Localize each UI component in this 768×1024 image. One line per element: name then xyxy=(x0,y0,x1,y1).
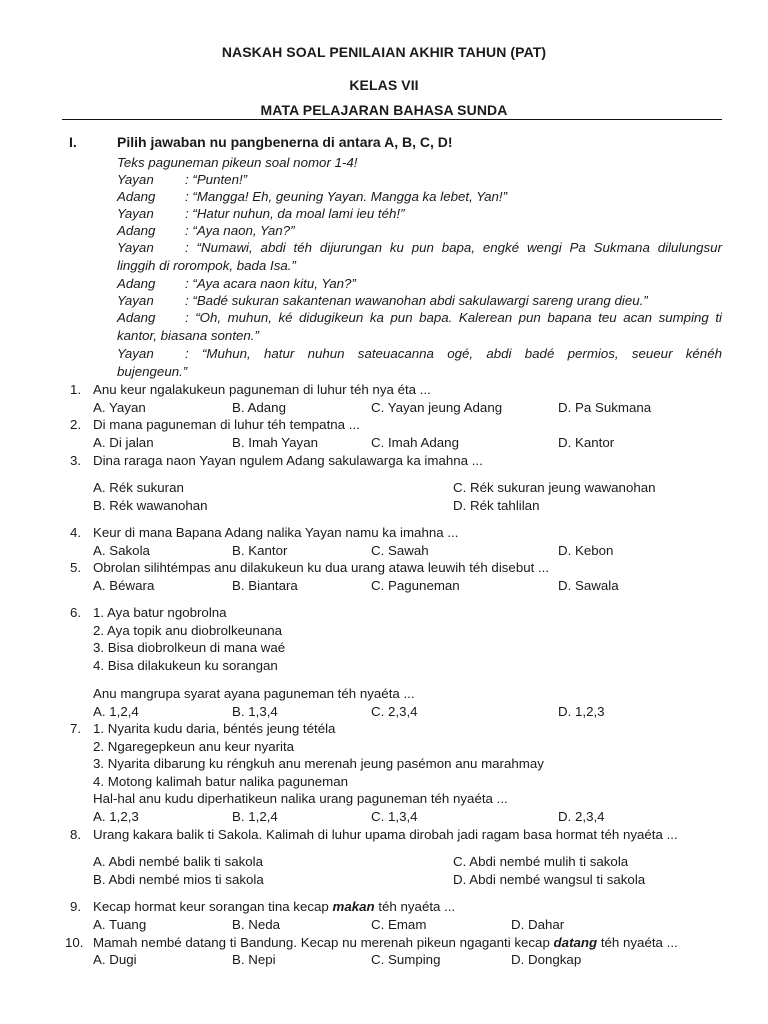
question-number: 2. xyxy=(70,417,82,432)
option-b: B. Biantara xyxy=(232,578,298,593)
dialog-text: : “Aya naon, Yan?” xyxy=(185,223,295,238)
section-instruction: Pilih jawaban nu pangbenerna di antara A, B, C, D! xyxy=(117,134,453,150)
question-text: Keur di mana Bapana Adang nalika Yayan namu ka imahna ... xyxy=(93,525,459,540)
question-text-after: téh nyaéta ... xyxy=(597,935,678,950)
dialog-speaker: Yayan xyxy=(117,293,154,308)
option-d: D. Sawala xyxy=(558,578,619,593)
section-number: I. xyxy=(69,134,77,150)
option-a: A. Sakola xyxy=(93,543,150,558)
question-text: Anu keur ngalakukeun paguneman di luhur téh nya éta ... xyxy=(93,382,431,397)
question-text: Anu mangrupa syarat ayana paguneman téh nyaéta ... xyxy=(93,686,415,701)
option-c: C. Rék sukuran jeung wawanohan xyxy=(453,480,656,495)
question-text: Dina raraga naon Yayan ngulem Adang sakulawarga ka imahna ... xyxy=(93,453,483,468)
keyword: makan xyxy=(332,899,375,914)
dialog-text: : “Badé sukuran sakantenan wawanohan abdi sakulawargi sareng urang dieu.” xyxy=(185,293,648,308)
dialog-speaker: Yayan xyxy=(117,172,154,187)
dialog-text: : “Muhun, hatur nuhun sateuacanna ogé, abdi badé permios, seueur kénéh xyxy=(185,346,722,361)
option-c: C. Yayan jeung Adang xyxy=(371,400,503,415)
option-a: A. 1,2,3 xyxy=(93,809,139,824)
question-text-before: Kecap hormat keur sorangan tina kecap xyxy=(93,899,333,914)
option-d: D. 1,2,3 xyxy=(558,704,605,719)
option-a: A. Béwara xyxy=(93,578,155,593)
dialog-speaker: Yayan xyxy=(117,206,154,221)
option-b: B. Neda xyxy=(232,917,281,932)
option-c: C. 2,3,4 xyxy=(371,704,418,719)
option-a: A. Yayan xyxy=(93,400,146,415)
statement-item: 3. Nyarita dibarung ku réngkuh anu merenah jeung pasémon anu marahmay xyxy=(93,756,544,771)
question-text: Hal-hal anu kudu diperhatikeun nalika urang paguneman téh nyaéta ... xyxy=(93,791,508,806)
option-b: B. Kantor xyxy=(232,543,288,558)
option-c: C. Sumping xyxy=(371,952,441,967)
question-text-before: Mamah nembé datang ti Bandung. Kecap nu merenah pikeun ngaganti kecap xyxy=(93,935,554,950)
question-number: 4. xyxy=(70,525,82,540)
option-d: D. Dahar xyxy=(511,917,565,932)
question-text xyxy=(93,898,455,915)
dialog-text: : “Numawi, abdi téh dijurungan ku pun bapa, engké wengi Pa Sukmana dilulungsur xyxy=(185,240,722,255)
question-number: 8. xyxy=(70,827,82,842)
option-a: A. 1,2,4 xyxy=(93,704,139,719)
option-a: A. Dugi xyxy=(93,952,137,967)
option-b: B. Nepi xyxy=(232,952,276,967)
question-text xyxy=(93,934,678,951)
question-number: 3. xyxy=(70,453,82,468)
option-c: C. Emam xyxy=(371,917,427,932)
dialog-line xyxy=(117,345,722,380)
dialog-line xyxy=(117,309,722,344)
dialog-speaker: Adang xyxy=(117,310,156,325)
option-c: C. 1,3,4 xyxy=(371,809,418,824)
dialog-text: : “Hatur nuhun, da moal lami ieu téh!” xyxy=(185,206,405,221)
statement-item: 1. Nyarita kudu daria, béntés jeung tétéla xyxy=(93,721,336,736)
dialog-speaker: Yayan xyxy=(117,240,154,255)
option-d: D. Kantor xyxy=(558,435,615,450)
question-number: 5. xyxy=(70,560,82,575)
subject-label: MATA PELAJARAN BAHASA SUNDA xyxy=(260,102,508,118)
option-a: A. Tuang xyxy=(93,917,147,932)
option-c: C. Sawah xyxy=(371,543,429,558)
question-number: 6. xyxy=(70,605,82,620)
question-number: 10. xyxy=(65,935,84,950)
option-a: A. Abdi nembé balik ti sakola xyxy=(93,854,264,869)
dialog-text-continued: linggih di rorompok, bada Isa.” xyxy=(117,257,296,273)
dialog-speaker: Yayan xyxy=(117,346,154,361)
dialog-text: : “Punten!” xyxy=(185,172,248,187)
option-b: B. Rék wawanohan xyxy=(93,498,208,513)
option-b: B. Adang xyxy=(232,400,286,415)
question-text: Urang kakara balik ti Sakola. Kalimah di luhur upama dirobah jadi ragam basa hormat téh nyaéta ... xyxy=(93,827,678,842)
dialog-speaker: Adang xyxy=(117,189,156,204)
keyword: datang xyxy=(553,935,598,950)
question-number: 7. xyxy=(70,721,82,736)
option-d: D. Abdi nembé wangsul ti sakola xyxy=(453,872,646,887)
option-d: D. Dongkap xyxy=(511,952,582,967)
exam-title: NASKAH SOAL PENILAIAN AKHIR TAHUN (PAT) xyxy=(221,44,547,60)
dialog-text-continued: kantor, biasana sonten.” xyxy=(117,327,259,343)
class-label: KELAS VII xyxy=(349,77,419,93)
question-text: Di mana paguneman di luhur téh tempatna ... xyxy=(93,417,360,432)
dialog-intro: Teks paguneman pikeun soal nomor 1-4! xyxy=(117,155,358,170)
option-b: B. 1,2,4 xyxy=(232,809,278,824)
question-number: 1. xyxy=(70,382,82,397)
option-c: C. Abdi nembé mulih ti sakola xyxy=(453,854,629,869)
option-d: D. Pa Sukmana xyxy=(558,400,652,415)
dialog-text: : “Oh, muhun, ké didugikeun ka pun bapa. Kalerean pun bapana teu acan sumping ti xyxy=(185,310,722,325)
option-d: D. Rék tahlilan xyxy=(453,498,540,513)
option-d: D. Kebon xyxy=(558,543,614,558)
statement-item: 1. Aya batur ngobrolna xyxy=(93,605,227,620)
statement-item: 2. Ngaregepkeun anu keur nyarita xyxy=(93,739,295,754)
dialog-line xyxy=(117,239,722,274)
option-d: D. 2,3,4 xyxy=(558,809,605,824)
option-b: B. Imah Yayan xyxy=(232,435,318,450)
option-b: B. Abdi nembé mios ti sakola xyxy=(93,872,264,887)
header-divider xyxy=(62,119,722,120)
question-text: Obrolan silihtémpas anu dilakukeun ku dua urang atawa leuwih téh disebut ... xyxy=(93,560,550,575)
dialog-speaker: Adang xyxy=(117,276,156,291)
statement-item: 2. Aya topik anu diobrolkeunana xyxy=(93,623,283,638)
option-a: A. Di jalan xyxy=(93,435,154,450)
dialog-text: : “Aya acara naon kitu, Yan?” xyxy=(185,276,356,291)
option-b: B. 1,3,4 xyxy=(232,704,278,719)
question-number: 9. xyxy=(70,899,82,914)
dialog-speaker: Adang xyxy=(117,223,156,238)
dialog-text: : “Mangga! Eh, geuning Yayan. Mangga ka lebet, Yan!” xyxy=(185,189,508,204)
option-c: C. Paguneman xyxy=(371,578,460,593)
statement-item: 4. Bisa dilakukeun ku sorangan xyxy=(93,658,278,673)
option-c: C. Imah Adang xyxy=(371,435,459,450)
dialog-text-continued: bujengeun.” xyxy=(117,363,188,379)
statement-item: 3. Bisa diobrolkeun di mana waé xyxy=(93,640,286,655)
option-a: A. Rék sukuran xyxy=(93,480,184,495)
statement-item: 4. Motong kalimah batur nalika paguneman xyxy=(93,774,349,789)
question-text-after: téh nyaéta ... xyxy=(374,899,456,914)
